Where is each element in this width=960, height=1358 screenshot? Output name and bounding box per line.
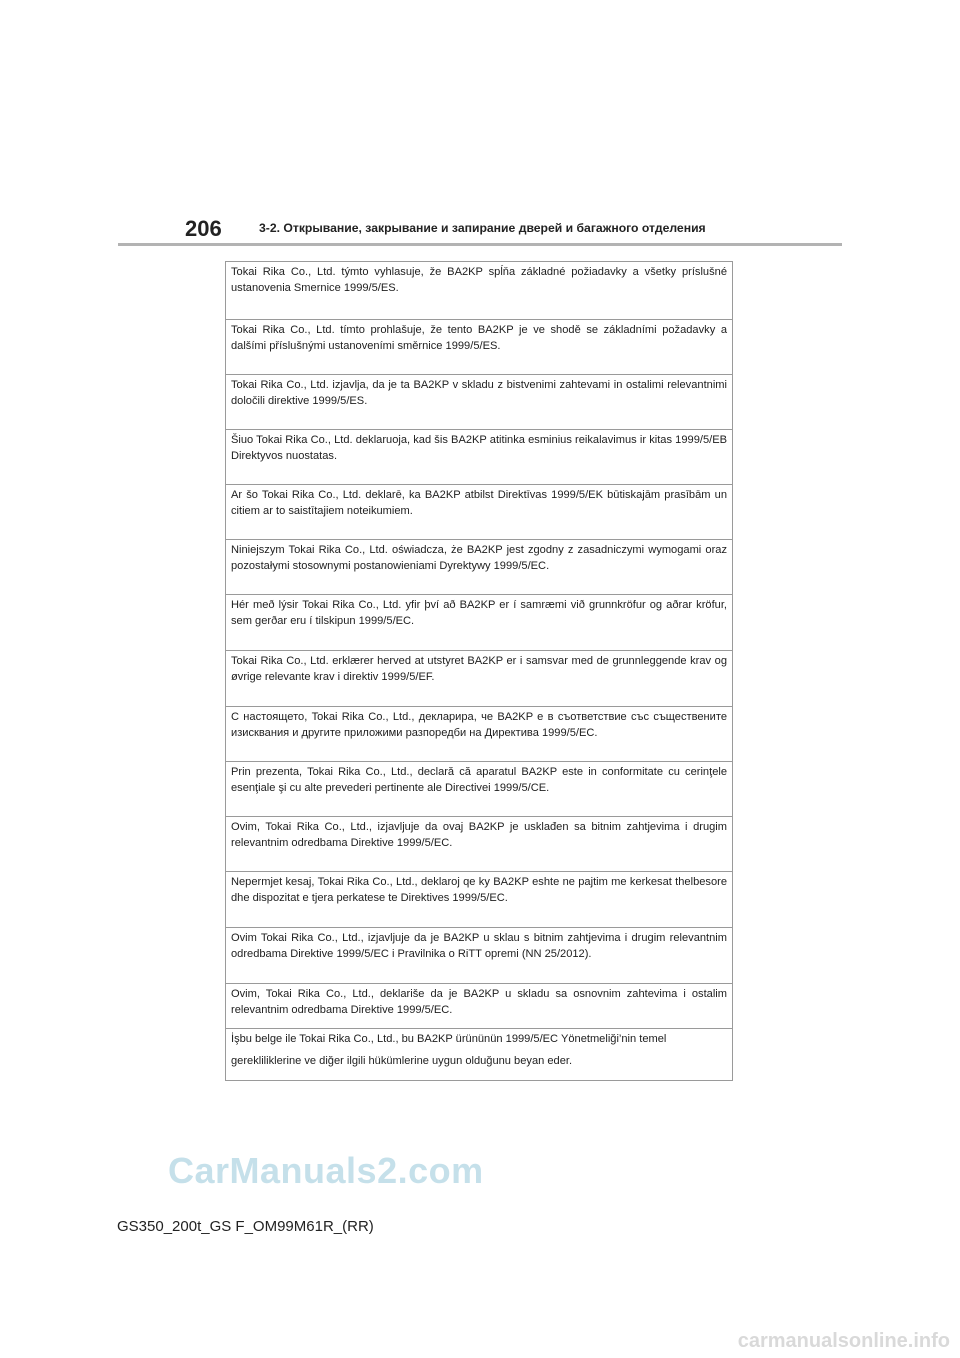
declaration-text: Tokai Rika Co., Ltd. erklærer herved at utstyret BA2KP er i samsvar med de grunnleggende krav og øvrige relevante krav i direktiv 1999/5/EF. [231,655,727,683]
declaration-text: Ovim, Tokai Rika Co., Ltd., deklariše da je BA2KP u skladu sa osnovnim zahtevima i ostalim relevantnim odredbama Direktive 1999/5/EC. [231,988,727,1016]
declaration-row-slovenian [226,374,732,429]
declaration-text: Hér með lýsir Tokai Rika Co., Ltd. yfir því að BA2KP er í samræmi við grunnkröfur og aðrar kröfur, sem gerðar eru í tilskipun 1999/5/EC. [231,599,727,627]
declaration-text: Niniejszym Tokai Rika Co., Ltd. oświadcza, że BA2KP jest zgodny z zasadniczymi wymogami oraz pozostałymi stosownymi postanowieniami Dyrektywy 1999/5/EC. [231,544,727,572]
declaration-text: Tokai Rika Co., Ltd. týmto vyhlasuje, že BA2KP spĺňa základné požiadavky a všetky príslušné ustanovenia Smernice 1999/5/ES. [231,266,727,294]
declaration-text: Tokai Rika Co., Ltd. izjavlja, da je ta BA2KP v skladu z bistvenimi zahtevami in ostalimi relevantnimi določili direktive 1999/5/ES. [231,379,727,407]
declaration-row-czech [226,319,732,374]
declaration-row-serbian [226,983,732,1028]
declaration-text-continued: gerekliliklerine ve diğer ilgili hükümlerine uygun olduğunu beyan eder. [231,1054,573,1067]
declaration-row-croatian [226,927,732,983]
declaration-text: Tokai Rika Co., Ltd. tímto prohlašuje, že tento BA2KP je ve shodě se základními požadavky a dalšími příslušnými ustanoveními směrnice 1999/5/ES. [231,324,727,352]
declaration-row-norwegian [226,650,732,706]
watermark-logo: CarManuals2.com [168,1150,484,1191]
declaration-row-icelandic [226,594,732,650]
declaration-text: Nepermjet kesaj, Tokai Rika Co., Ltd., deklaroj qe ky BA2KP eshte ne pajtim me kerkesat thelbesore dhe dispozitat e tjera perkatese te Direktives 1999/5/EC. [231,876,727,904]
document-code: GS350_200t_GS F_OM99M61R_(RR) [117,1218,374,1235]
header-rule [118,243,842,246]
declaration-text: Ovim Tokai Rika Co., Ltd., izjavljuje da je BA2KP u sklau s bitnim zahtjevima i drugim relevantnim odredbama Direktive 1999/5/EC i Pravilnika o RiTT opremi (NN 25/2012). [231,932,727,960]
declaration-row-latvian [226,484,732,539]
declaration-row-turkish [226,1028,732,1080]
declaration-row-romanian [226,761,732,816]
declaration-text: Ovim, Tokai Rika Co., Ltd., izjavljuje da ovaj BA2KP je usklađen sa bitnim zahtjevima i drugim relevantnim odredbama Direktive 1999/5/EC. [231,821,727,849]
page-number: 206 [185,216,222,241]
declaration-text: С настоящето, Tokai Rika Co., Ltd., декларира, че BA2KP е в съответствие със съществените изисквания и другите приложими разпоредби на Директива 1999/5/ЕС. [231,711,727,739]
declaration-text: Prin prezenta, Tokai Rika Co., Ltd., declară că aparatul BA2KP este in conformitate cu cerinţele esenţiale şi cu alte prevederi pertinente ale Directivei 1999/5/CE. [231,766,727,794]
declaration-row-bulgarian [226,706,732,761]
page-header [185,212,745,252]
section-title: 3-2. Открывание, закрывание и запирание дверей и багажного отделения [259,221,706,235]
declaration-row-polish [226,539,732,594]
declaration-text: Ar šo Tokai Rika Co., Ltd. deklarē, ka BA2KP atbilst Direktīvas 1999/5/EK būtiskajām prasībām un citiem ar to saistītajiem noteikumiem. [231,489,727,517]
declaration-row-slovak [226,262,732,319]
declaration-text: İşbu belge ile Tokai Rika Co., Ltd., bu BA2KP ürününün 1999/5/EC Yönetmeliği’nin temel [231,1033,667,1045]
declaration-row-lithuanian [226,429,732,484]
declarations-table [225,261,733,1081]
declaration-text: Šiuo Tokai Rika Co., Ltd. deklaruoja, kad šis BA2KP atitinka esminius reikalavimus ir kitas 1999/5/EB Direktyvos nuostatas. [231,434,727,462]
footer-site-watermark: carmanualsonline.info [737,1330,950,1352]
declaration-row-bosnian [226,816,732,871]
declaration-row-albanian [226,871,732,927]
